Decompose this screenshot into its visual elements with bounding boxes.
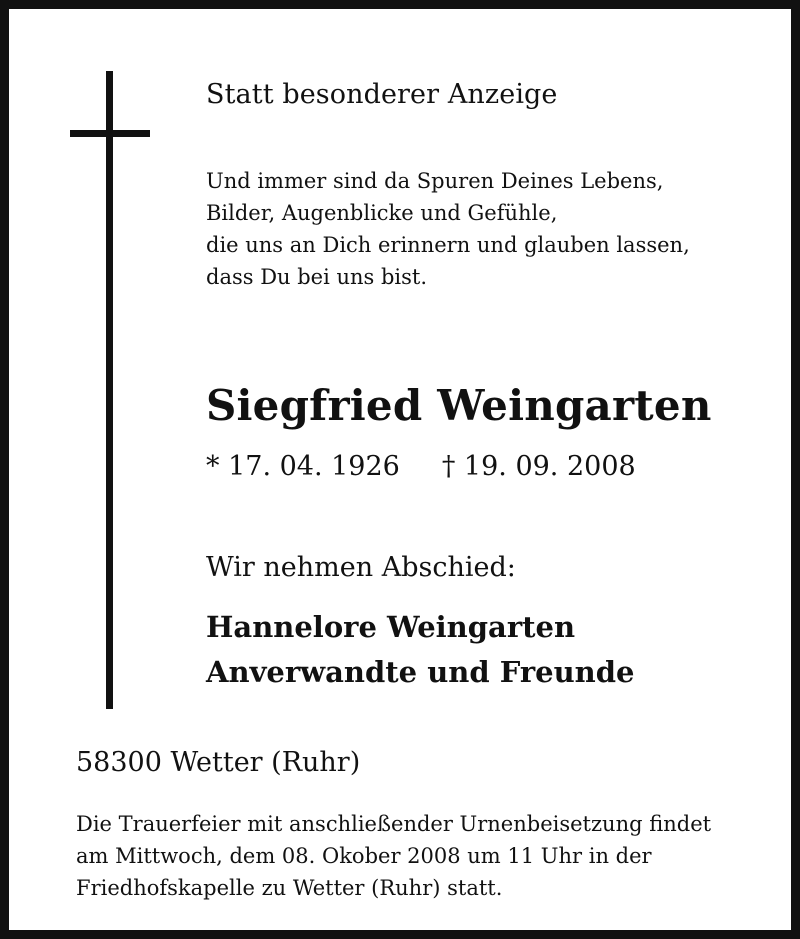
cross-horizontal-bar xyxy=(70,130,150,137)
funeral-details xyxy=(76,808,711,904)
farewell-line: Wir nehmen Abschied: xyxy=(206,552,516,583)
notice-heading: Statt besonderer Anzeige xyxy=(206,79,558,110)
cross-vertical-bar xyxy=(106,71,113,709)
birth-date: * 17. 04. 1926 xyxy=(206,451,400,482)
mourner-name: Anverwandte und Freunde xyxy=(206,655,635,689)
memorial-verse xyxy=(206,165,690,293)
verse-line: dass Du bei uns bist. xyxy=(206,265,428,289)
verse-line: Bilder, Augenblicke und Gefühle, xyxy=(206,201,558,225)
life-dates xyxy=(206,453,636,480)
funeral-line: am Mittwoch, dem 08. Okober 2008 um 11 Uhr in der xyxy=(76,844,652,868)
verse-line: Und immer sind da Spuren Deines Lebens, xyxy=(206,169,664,193)
deceased-name: Siegfried Weingarten xyxy=(206,381,712,430)
mourners-list xyxy=(206,605,634,695)
funeral-line: Die Trauerfeier mit anschließender Urnenbeisetzung findet xyxy=(76,812,712,836)
death-date: † 19. 09. 2008 xyxy=(441,451,636,482)
funeral-line: Friedhofskapelle zu Wetter (Ruhr) statt. xyxy=(76,876,503,900)
verse-line: die uns an Dich erinnern und glauben lassen, xyxy=(206,233,690,257)
mourner-name: Hannelore Weingarten xyxy=(206,610,576,644)
city-line: 58300 Wetter (Ruhr) xyxy=(76,747,361,778)
